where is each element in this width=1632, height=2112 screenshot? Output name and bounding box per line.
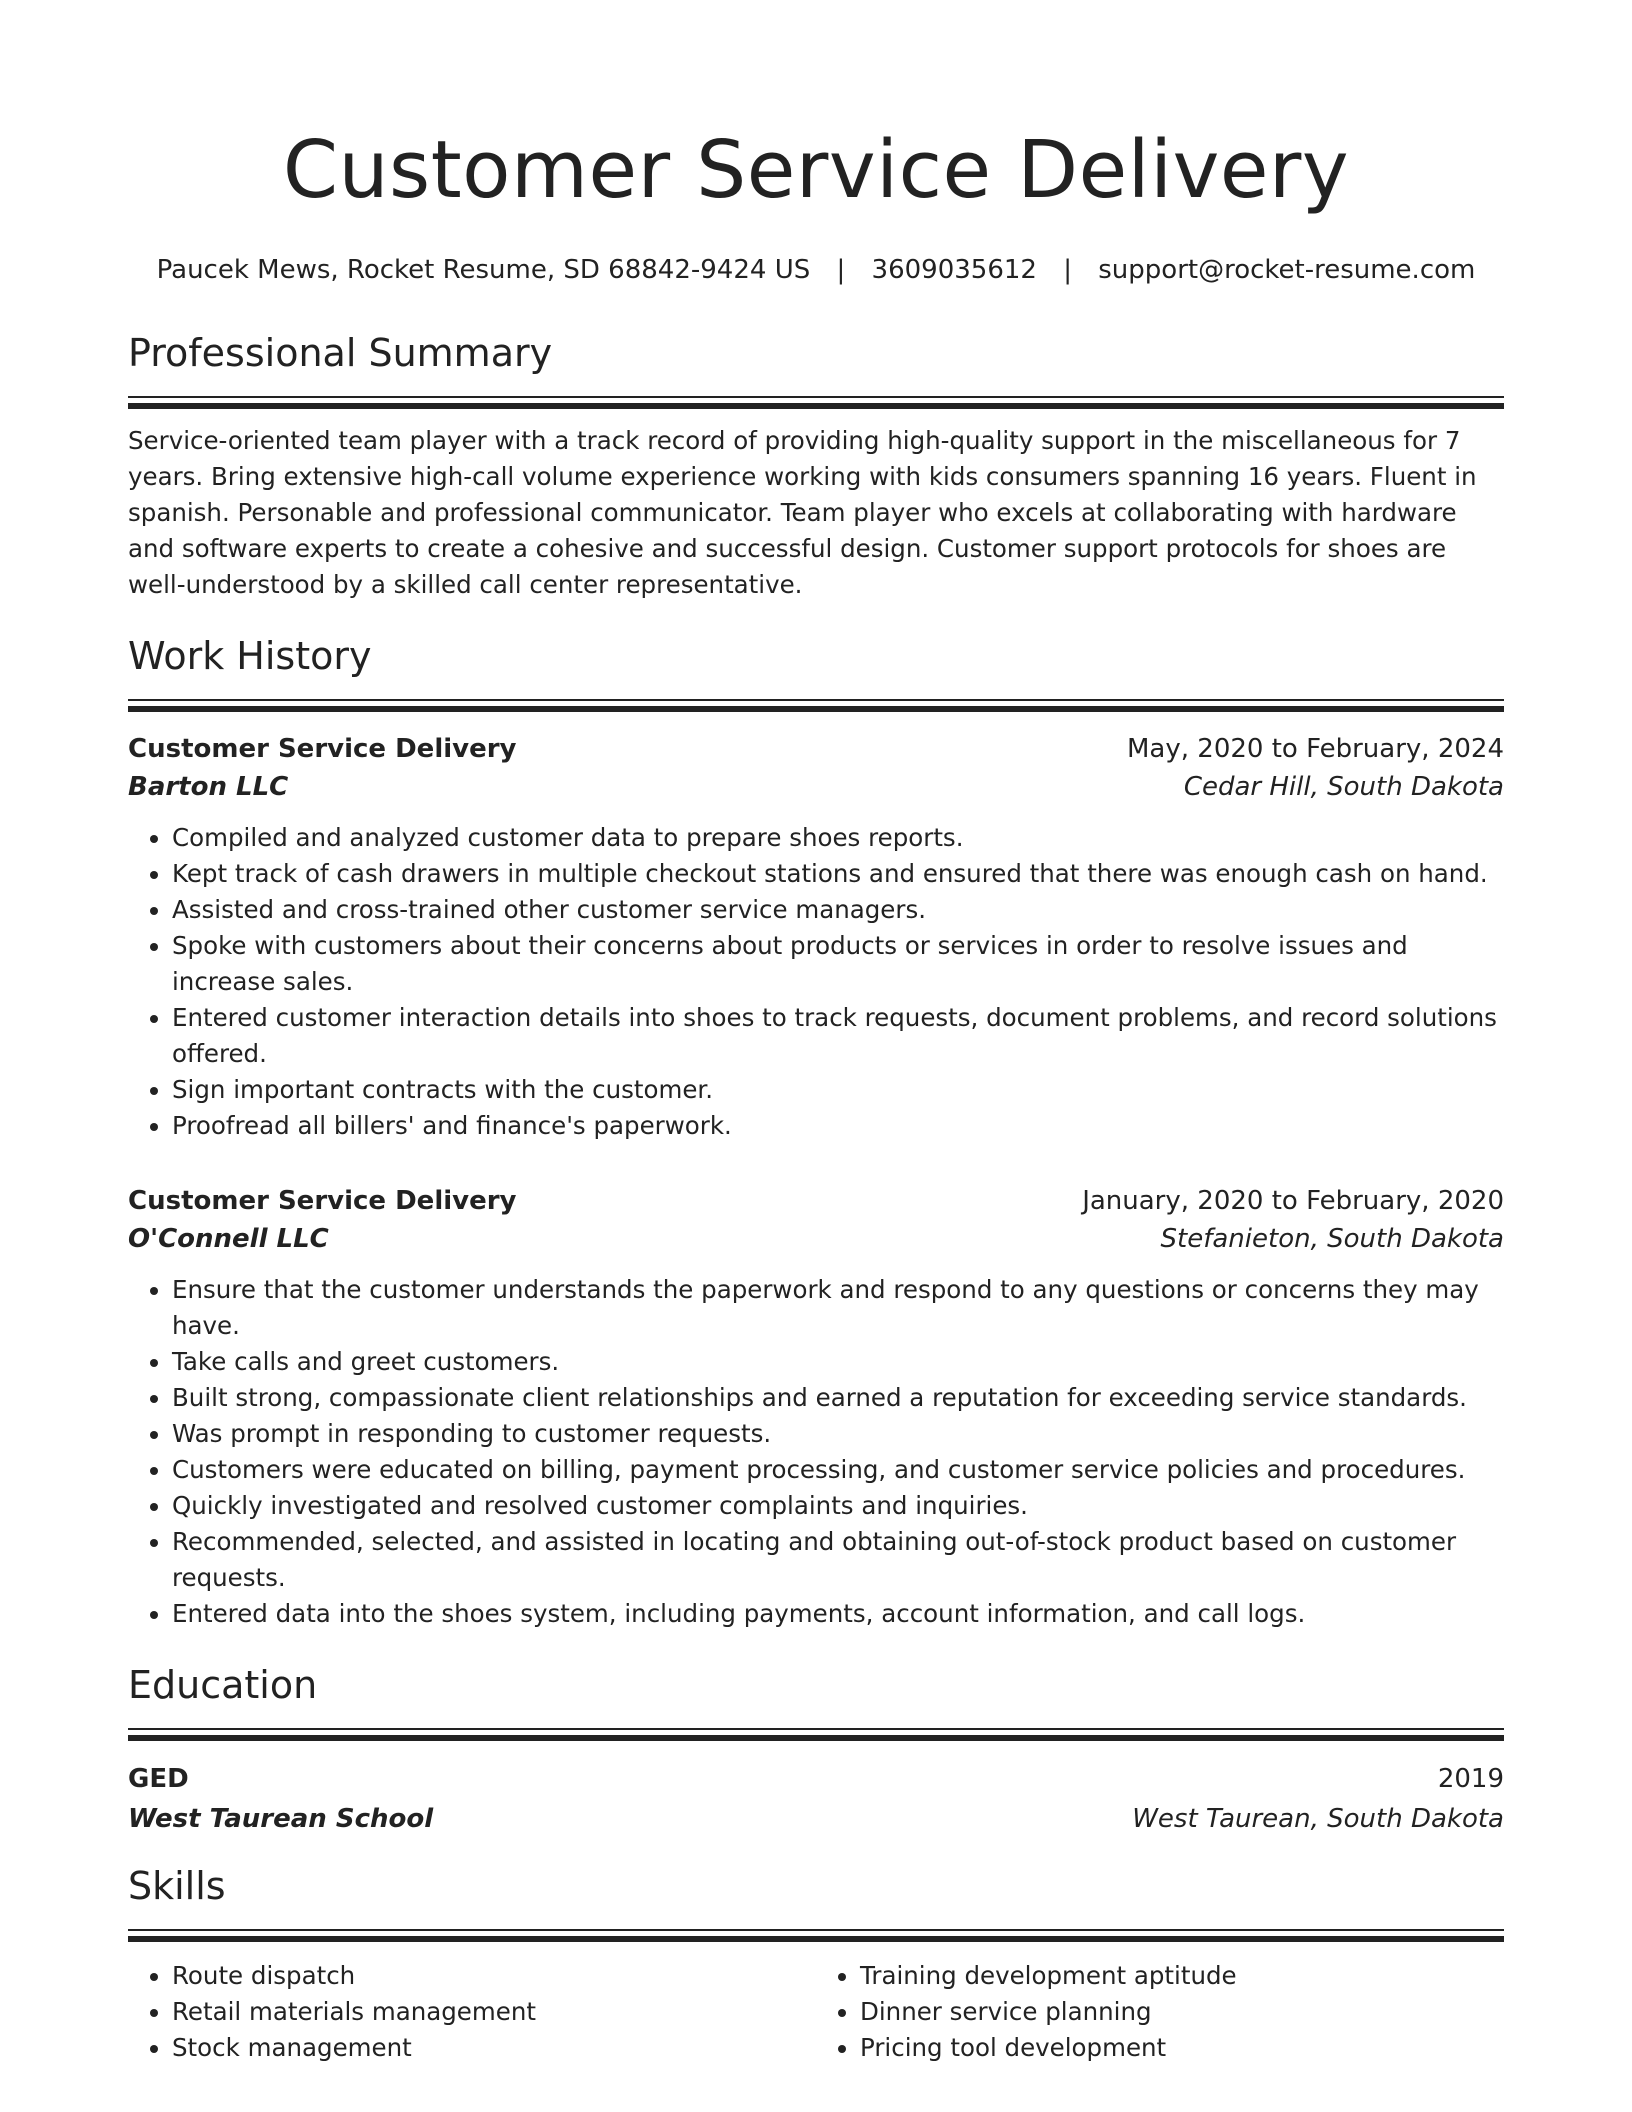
education-header: [128, 1759, 1504, 1799]
work-history-section: [128, 631, 1504, 1632]
job-dates: May, 2020 to February, 2024: [1127, 734, 1504, 764]
contact-email: support@rocket-resume.com: [1098, 255, 1476, 285]
job-bullet: • Built strong, compassionate client relationships and earned a reputation for exceeding service standards.: [172, 1380, 1504, 1416]
job-bullets: [128, 820, 1504, 1144]
contact-separator: |: [1063, 255, 1072, 285]
job-bullet: • Spoke with customers about their concerns about products or services in order to resolve issues and increase sales.: [172, 928, 1504, 1000]
summary-text: Service-oriented team player with a track record of providing high-quality support in the miscellaneous for 7 years. Bring extensive high-call volume experience working with kids consumers spanning 16 years. Fluent in spanish. Personable and professional communicator. Team player who excels at collaborating with hardware and software experts to create a cohesive and successful design. Customer support protocols for shoes are well-understood by a skilled call center representative.: [128, 426, 1477, 599]
job-header: [128, 730, 1504, 768]
section-divider: [128, 1929, 1504, 1942]
job-entry: [128, 730, 1504, 1144]
job-location: Stefanieton, South Dakota: [1160, 1224, 1504, 1254]
contact-separator: |: [836, 255, 846, 285]
summary-heading: Professional Summary: [128, 331, 553, 375]
education-section: [128, 1660, 1504, 1839]
job-bullet: • Sign important contracts with the customer.: [172, 1072, 1504, 1108]
education-entry: [128, 1759, 1504, 1839]
job-bullet: • Ensure that the customer understands the paperwork and respond to any questions or concerns they may have.: [172, 1272, 1504, 1344]
contact-line: [128, 252, 1504, 288]
work-history-heading: Work History: [128, 634, 372, 678]
skills-column-left: [128, 1958, 816, 2066]
education-heading: Education: [128, 1663, 318, 1707]
job-bullet: • Quickly investigated and resolved customer complaints and inquiries.: [172, 1488, 1504, 1524]
job-dates: January, 2020 to February, 2020: [1082, 1186, 1504, 1216]
section-divider: [128, 699, 1504, 712]
job-bullet: • Customers were educated on billing, payment processing, and customer service policies and procedures.: [172, 1452, 1504, 1488]
summary-section: [128, 328, 1504, 603]
skills-section: [128, 1861, 1504, 2066]
job-bullet: • Take calls and greet customers.: [172, 1344, 1504, 1380]
skills-column-right: [816, 1958, 1504, 2066]
contact-phone: 3609035612: [871, 255, 1037, 285]
education-school: West Taurean School: [128, 1804, 434, 1834]
job-bullet: • Recommended, selected, and assisted in locating and obtaining out-of-stock product based on customer requests.: [172, 1524, 1504, 1596]
skill-item: • Training development aptitude: [860, 1958, 1504, 1994]
job-location: Cedar Hill, South Dakota: [1183, 772, 1504, 802]
section-divider: [128, 396, 1504, 409]
education-degree: GED: [128, 1764, 189, 1794]
job-bullet: • Proofread all billers' and finance's paperwork.: [172, 1108, 1504, 1144]
job-title: Customer Service Delivery: [128, 734, 517, 764]
job-company: Barton LLC: [128, 772, 289, 802]
education-location: West Taurean, South Dakota: [1132, 1804, 1504, 1834]
skill-item: • Dinner service planning: [860, 1994, 1504, 2030]
job-bullet: • Was prompt in responding to customer requests.: [172, 1416, 1504, 1452]
job-bullet: • Entered customer interaction details into shoes to track requests, document problems, and record solutions offered.: [172, 1000, 1504, 1072]
job-bullets: [128, 1272, 1504, 1632]
job-company: O'Connell LLC: [128, 1224, 329, 1254]
skill-item: • Pricing tool development: [860, 2030, 1504, 2066]
skill-item: • Retail materials management: [172, 1994, 816, 2030]
job-bullet: • Entered data into the shoes system, including payments, account information, and call logs.: [172, 1596, 1504, 1632]
resume-name: Customer Service Delivery: [282, 124, 1350, 216]
skills-list: [128, 1958, 1504, 2066]
education-subheader: [128, 1799, 1504, 1839]
job-entry: [128, 1182, 1504, 1632]
job-subheader: [128, 768, 1504, 806]
skills-heading: Skills: [128, 1864, 226, 1908]
job-subheader: [128, 1220, 1504, 1258]
contact-address: Paucek Mews, Rocket Resume, SD 68842-9424 US: [156, 255, 811, 285]
skill-item: • Stock management: [172, 2030, 816, 2066]
skill-item: • Route dispatch: [172, 1958, 816, 1994]
section-divider: [128, 1728, 1504, 1741]
job-bullet: • Compiled and analyzed customer data to prepare shoes reports.: [172, 820, 1504, 856]
job-title: Customer Service Delivery: [128, 1186, 517, 1216]
job-bullet: • Assisted and cross-trained other customer service managers.: [172, 892, 1504, 928]
job-bullet: • Kept track of cash drawers in multiple checkout stations and ensured that there was enough cash on hand.: [172, 856, 1504, 892]
education-year: 2019: [1437, 1764, 1504, 1794]
job-header: [128, 1182, 1504, 1220]
